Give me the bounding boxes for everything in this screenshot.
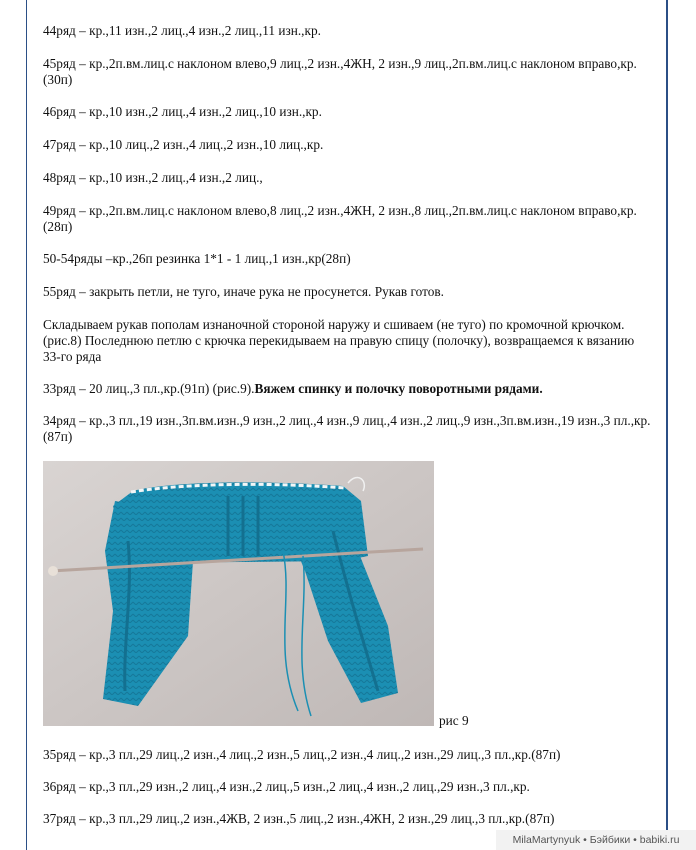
knitted-yoke-illustration: [43, 461, 434, 726]
row-46: 46ряд – кр.,10 изн.,2 лиц.,4 изн.,2 лиц.,10 изн.,кр.: [43, 104, 322, 119]
sleeve-assembly-note: Складываем рукав пополам изнаночной стороной наружу и сшиваем (не туго) по кромочной крючком.(рис.8) Последнюю петлю с крючка перекидываем на правую спицу (полочку), возвращаемся к вязанию 33-го ряда: [43, 317, 635, 364]
row-36: 36ряд – кр.,3 пл.,29 изн.,2 лиц.,4 изн.,2 лиц.,5 изн.,2 лиц.,4 изн.,2 лиц.,29 изн.,3 пл.,кр.: [43, 779, 530, 794]
knitting-photo: [43, 461, 434, 726]
row-44: 44ряд – кр.,11 изн.,2 лиц.,4 изн.,2 лиц.,11 изн.,кр.: [43, 23, 321, 38]
row-49: 49ряд – кр.,2п.вм.лиц.с наклоном влево,8 лиц.,2 изн.,4ЖН, 2 изн.,8 лиц.,2п.вм.лиц.с наклоном вправо,кр.(28п): [43, 203, 637, 234]
row-33: [43, 381, 655, 397]
row-33-text: 33ряд – 20 лиц.,3 пл.,кр.(91п) (рис.9).: [43, 381, 255, 396]
row-47: 47ряд – кр.,10 лиц.,2 изн.,4 лиц.,2 изн.,10 лиц.,кр.: [43, 137, 324, 152]
row-45: 45ряд – кр.,2п.вм.лиц.с наклоном влево,9 лиц.,2 изн.,4ЖН, 2 изн.,9 лиц.,2п.вм.лиц.с наклоном вправо,кр.(30п): [43, 56, 637, 87]
page-left-border: [26, 0, 27, 850]
figure-caption: рис 9: [439, 713, 469, 728]
row-55: 55ряд – закрыть петли, не туго, иначе рука не просунется. Рукав готов.: [43, 284, 444, 299]
row-34: 34ряд – кр.,3 пл.,19 изн.,3п.вм.изн.,9 изн.,2 лиц.,4 изн.,9 лиц.,4 изн.,2 лиц.,9 изн.,3п.вм.изн.,19 изн.,3 пл.,кр.(87п): [43, 413, 651, 444]
page-right-border: [666, 0, 668, 850]
rows-50-54: 50-54ряды –кр.,26п резинка 1*1 - 1 лиц.,1 изн.,кр(28п): [43, 251, 351, 266]
row-37: 37ряд – кр.,3 пл.,29 лиц.,2 изн.,4ЖВ, 2 изн.,5 лиц.,2 изн.,4ЖН, 2 изн.,29 лиц.,3 пл.,кр.(87п): [43, 811, 555, 826]
row-33-emphasis: Вяжем спинку и полочку поворотными рядами.: [254, 381, 543, 396]
row-35: 35ряд – кр.,3 пл.,29 лиц.,2 изн.,4 лиц.,2 изн.,5 лиц.,2 изн.,4 лиц.,2 изн.,29 лиц.,3 пл.,кр.(87п): [43, 747, 561, 762]
row-48: 48ряд – кр.,10 изн.,2 лиц.,4 изн.,2 лиц.,: [43, 170, 263, 185]
site-watermark: MilaMartynyuk • Бэйбики • babiki.ru: [496, 830, 696, 850]
